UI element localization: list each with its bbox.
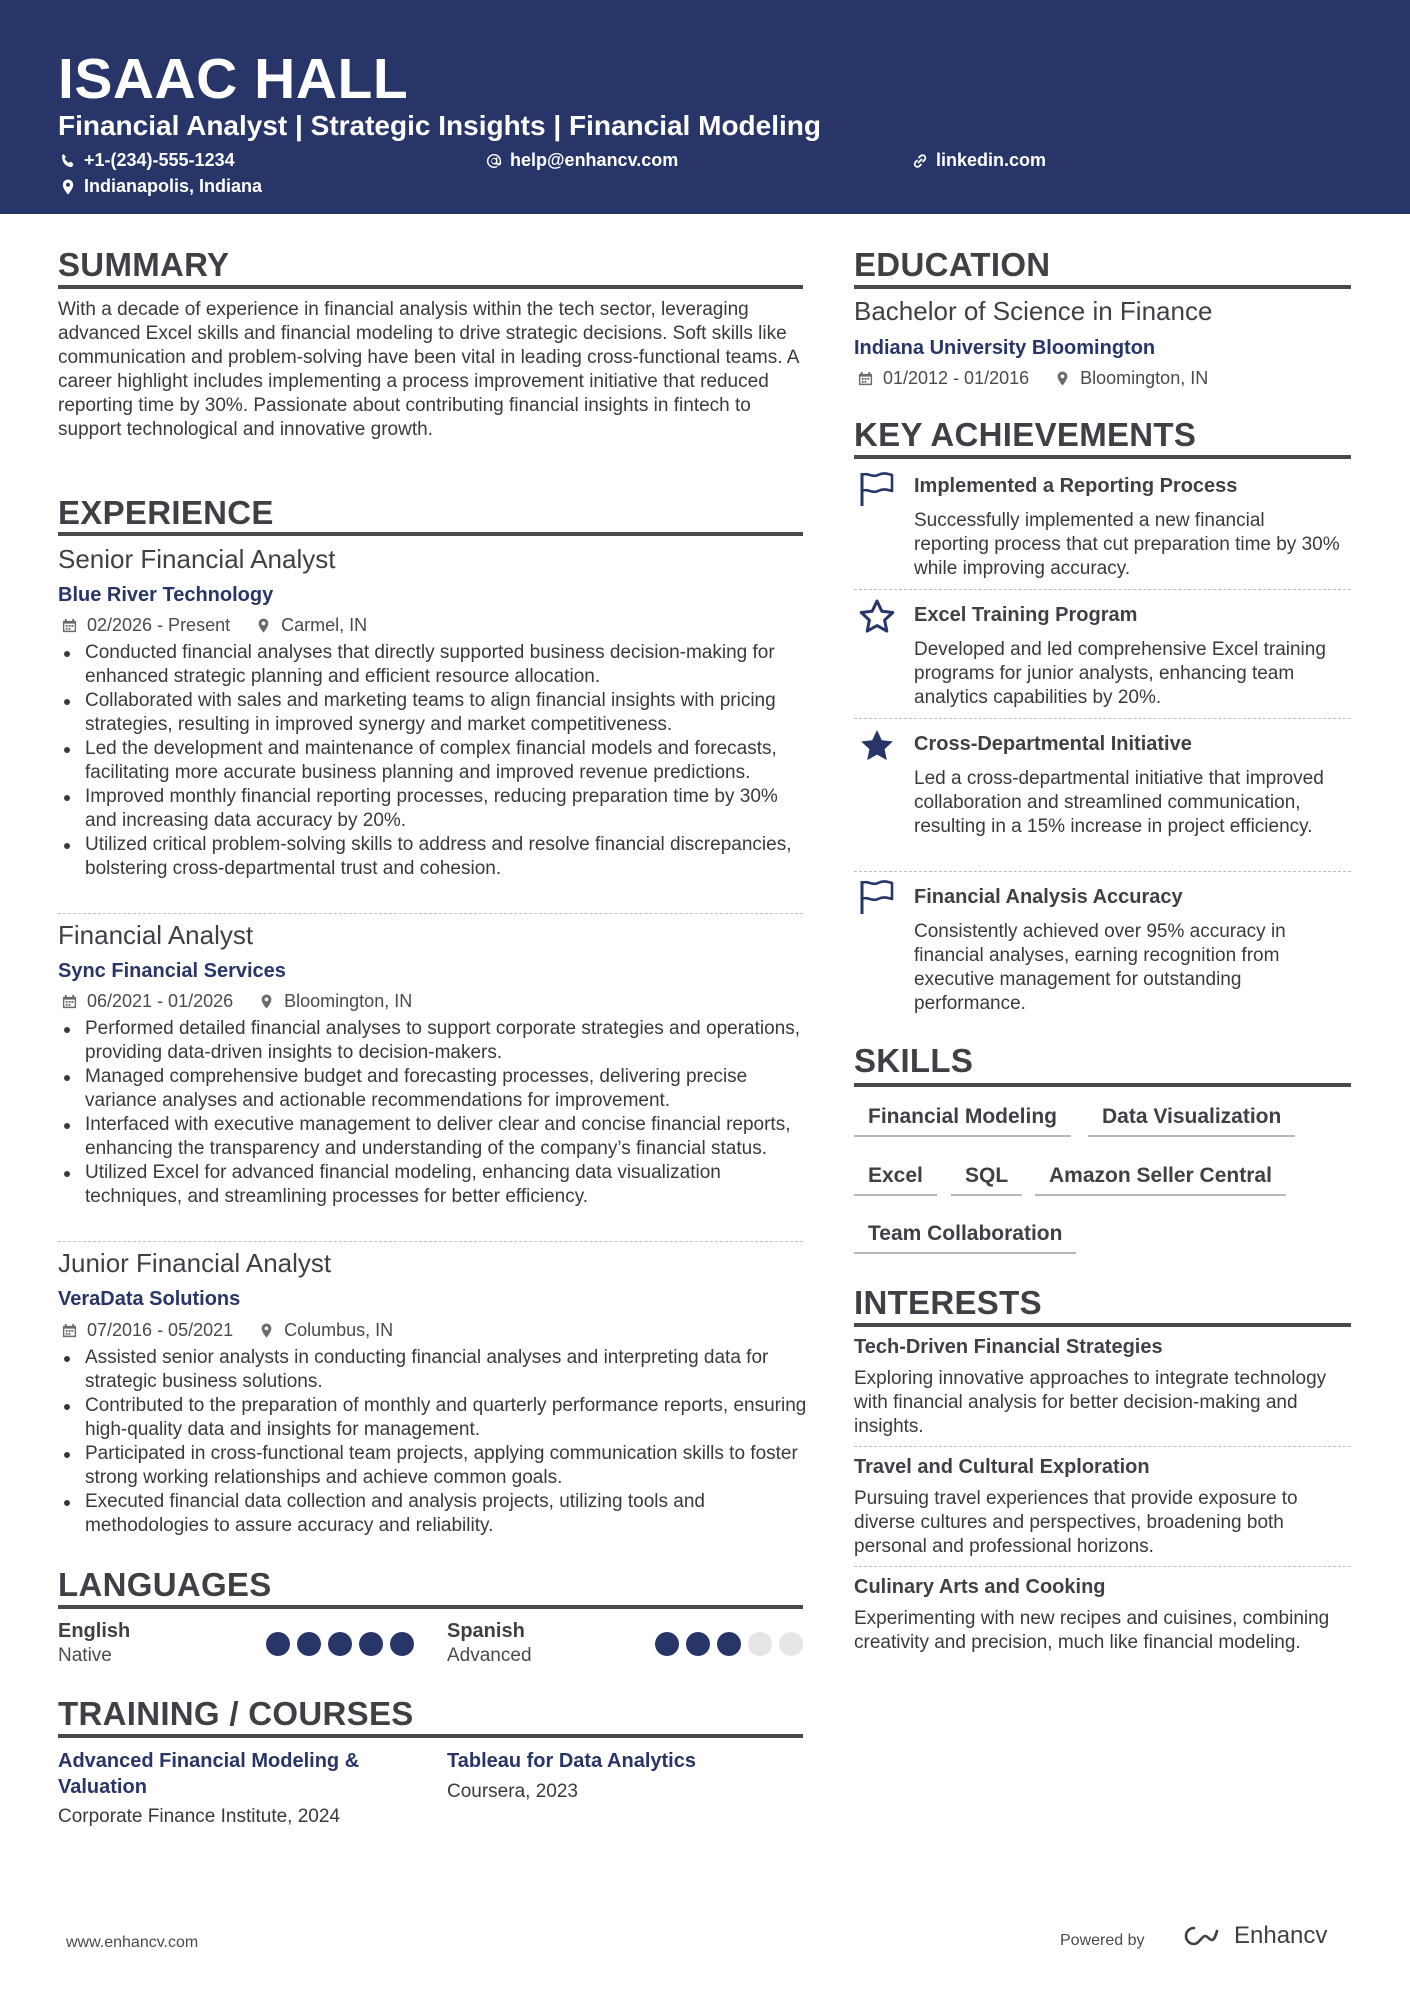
- divider: [58, 913, 803, 914]
- at-icon: [486, 153, 502, 169]
- rating-dot: [390, 1632, 414, 1656]
- education-meta: [858, 368, 1208, 389]
- rating-dot: [748, 1632, 772, 1656]
- enhancv-logo[interactable]: [1180, 1922, 1327, 1950]
- job-meta: [62, 1320, 393, 1341]
- location-text: Indianapolis, Indiana: [84, 176, 263, 196]
- summary-text: With a decade of experience in financial analysis within the tech sector, leveraging advanced Excel skills and financial modeling to drive strategic decisions. Soft skills like communication and problem-solving have been vital in leading cross-functional teams. A career highlight includes implementing a process improvement initiative that reduced reporting time by 30%. Passionate about contributing financial insights in fintech to support technological and innovative growth.: [58, 299, 799, 440]
- job-bullet: Interfaced with executive management to deliver clear and concise financial reports, enhancing the transparency and understanding of the company’s financial status.: [58, 1113, 810, 1161]
- location-pin-icon: [256, 618, 271, 633]
- job-location: Carmel, IN: [281, 615, 368, 635]
- enhancv-logo-text: Enhancv: [1234, 1922, 1328, 1949]
- rating-dot: [655, 1632, 679, 1656]
- job-dates: 02/2026 - Present: [87, 615, 231, 635]
- achievements-heading: KEY ACHIEVEMENTS: [854, 416, 1197, 453]
- school: Indiana University Bloomington: [854, 337, 1156, 359]
- education-rule: [854, 285, 1351, 289]
- achievement-title: Implemented a Reporting Process: [914, 475, 1238, 497]
- candidate-title: Financial Analyst | Strategic Insights | Financial Modeling: [58, 110, 821, 141]
- degree: Bachelor of Science in Finance: [854, 296, 1213, 326]
- divider: [854, 1566, 1351, 1567]
- flag-icon: [858, 878, 896, 916]
- skill-tag: Financial Modeling: [854, 1105, 1071, 1137]
- achievement-title: Cross-Departmental Initiative: [914, 733, 1192, 755]
- flag-icon: [858, 470, 896, 508]
- footer-powered-by: Powered by: [1060, 1932, 1145, 1949]
- location-pin-icon: [1055, 371, 1070, 386]
- email-text: help@enhancv.com: [510, 150, 679, 170]
- location-pin-icon: [259, 994, 274, 1009]
- job-bullet: Led the development and maintenance of complex financial models and forecasts, facilitating more accurate business planning and improved revenue predictions.: [58, 737, 810, 785]
- job-bullet: Assisted senior analysts in conducting financial analyses and interpreting data for strategic business solutions.: [58, 1346, 810, 1394]
- course-provider: Corporate Finance Institute, 2024: [58, 1806, 341, 1827]
- calendar-icon: [62, 618, 77, 633]
- language-name: English: [58, 1620, 131, 1642]
- achievement-text: Developed and led comprehensive Excel training programs for junior analysts, enhancing team analytics capabilities by 20%.: [914, 639, 1326, 708]
- job-meta: [62, 991, 412, 1012]
- job-bullet: Utilized critical problem-solving skills to address and resolve financial discrepancies, bolstering cross-departmental trust and cohesion.: [58, 833, 810, 881]
- course-title: Tableau for Data Analytics: [447, 1750, 696, 1772]
- calendar-icon: [62, 994, 77, 1009]
- resume-header: [0, 0, 1410, 214]
- job-bullet: Contributed to the preparation of monthly and quarterly performance reports, ensuring high-quality data and insights for management.: [58, 1394, 810, 1442]
- course-title: Advanced Financial Modeling & Valuation: [58, 1750, 360, 1798]
- job-bullet: Performed detailed financial analyses to support corporate strategies and operations, providing data-driven insights to decision-makers.: [58, 1017, 810, 1065]
- language-level: Advanced: [447, 1645, 532, 1666]
- training-heading: TRAINING / COURSES: [58, 1695, 414, 1732]
- contact-phone[interactable]: [60, 150, 235, 171]
- job-role: Junior Financial Analyst: [58, 1248, 332, 1278]
- interests-rule: [854, 1323, 1351, 1327]
- job-company: Blue River Technology: [58, 584, 274, 606]
- job-bullet: Improved monthly financial reporting processes, reducing preparation time by 30% and increasing data accuracy by 20%.: [58, 785, 810, 833]
- location-pin-icon: [259, 1323, 274, 1338]
- language-rating: [266, 1632, 414, 1656]
- job-meta: [62, 615, 367, 636]
- achievements-rule: [854, 455, 1351, 459]
- contact-email[interactable]: [486, 150, 678, 171]
- job-bullets: [58, 1017, 810, 1209]
- job-dates: 06/2021 - 01/2026: [87, 991, 234, 1011]
- star-outline-icon: [858, 598, 896, 636]
- summary-heading: SUMMARY: [58, 246, 230, 283]
- achievement-text: Led a cross-departmental initiative that improved collaboration and streamlined communication, resulting in a 15% increase in project efficiency.: [914, 768, 1324, 837]
- job-role: Financial Analyst: [58, 920, 254, 950]
- languages-heading: LANGUAGES: [58, 1566, 272, 1603]
- achievement-text: Successfully implemented a new financial reporting process that cut preparation time by 30% while improving accuracy.: [914, 510, 1340, 579]
- job-bullet: Participated in cross-functional team projects, applying communication skills to foster strong working relationships and achieve common goals.: [58, 1442, 810, 1490]
- job-dates: 07/2016 - 05/2021: [87, 1320, 234, 1340]
- interest-title: Tech-Driven Financial Strategies: [854, 1336, 1163, 1358]
- divider: [58, 1241, 803, 1242]
- phone-icon: [60, 153, 76, 169]
- job-bullet: Collaborated with sales and marketing teams to align financial insights with pricing strategies, resulting in improved synergy and market competitiveness.: [58, 689, 810, 737]
- rating-dot: [359, 1632, 383, 1656]
- achievement-text: Consistently achieved over 95% accuracy in financial analyses, earning recognition from executive management for outstanding performance.: [914, 921, 1286, 1014]
- interest-text: Pursuing travel experiences that provide exposure to diverse cultures and perspectives, broadening both personal and professional horizons.: [854, 1488, 1298, 1557]
- divider: [854, 871, 1351, 872]
- skill-tag: Excel: [854, 1164, 937, 1196]
- calendar-icon: [858, 371, 873, 386]
- interest-title: Culinary Arts and Cooking: [854, 1576, 1106, 1598]
- achievement-title: Financial Analysis Accuracy: [914, 886, 1183, 908]
- job-role: Senior Financial Analyst: [58, 544, 336, 574]
- languages-rule: [58, 1605, 803, 1609]
- enhancv-logo-icon: [1180, 1924, 1226, 1948]
- rating-dot: [266, 1632, 290, 1656]
- job-location: Bloomington, IN: [284, 991, 413, 1011]
- education-dates: 01/2012 - 01/2016: [883, 368, 1030, 388]
- interests-heading: INTERESTS: [854, 1284, 1042, 1321]
- skill-tag: Team Collaboration: [854, 1222, 1076, 1254]
- link-icon: [912, 153, 928, 169]
- contact-linkedin[interactable]: [912, 150, 1046, 171]
- job-bullets: [58, 641, 810, 881]
- experience-rule: [58, 532, 803, 536]
- skill-tag: Data Visualization: [1088, 1105, 1295, 1137]
- skill-tag: SQL: [951, 1164, 1022, 1196]
- job-bullet: Utilized Excel for advanced financial modeling, enhancing data visualization techniques, and streamlining processes for better efficiency.: [58, 1161, 810, 1209]
- rating-dot: [717, 1632, 741, 1656]
- job-company: Sync Financial Services: [58, 960, 286, 982]
- footer-website[interactable]: www.enhancv.com: [66, 1934, 199, 1951]
- achievement-title: Excel Training Program: [914, 604, 1138, 626]
- experience-heading: EXPERIENCE: [58, 494, 274, 531]
- job-location: Columbus, IN: [284, 1320, 394, 1340]
- skill-tag: Amazon Seller Central: [1035, 1164, 1286, 1196]
- star-filled-icon: [858, 727, 896, 765]
- contact-location: [60, 176, 262, 197]
- rating-dot: [686, 1632, 710, 1656]
- course-provider: Coursera, 2023: [447, 1781, 578, 1802]
- rating-dot: [779, 1632, 803, 1656]
- divider: [854, 589, 1351, 590]
- location-pin-icon: [60, 179, 76, 195]
- phone-text: +1-(234)-555-1234: [84, 150, 235, 170]
- calendar-icon: [62, 1323, 77, 1338]
- divider: [854, 718, 1351, 719]
- summary-rule: [58, 285, 803, 289]
- language-level: Native: [58, 1645, 112, 1666]
- education-location: Bloomington, IN: [1080, 368, 1209, 388]
- job-company: VeraData Solutions: [58, 1288, 241, 1310]
- divider: [854, 1446, 1351, 1447]
- rating-dot: [328, 1632, 352, 1656]
- job-bullet: Managed comprehensive budget and forecasting processes, delivering precise variance analyses and actionable recommendations for improvement.: [58, 1065, 810, 1113]
- skills-heading: SKILLS: [854, 1042, 974, 1079]
- job-bullet: Executed financial data collection and analysis projects, utilizing tools and methodologies to assure accuracy and reliability.: [58, 1490, 810, 1538]
- training-rule: [58, 1734, 803, 1738]
- language-rating: [655, 1632, 803, 1656]
- interest-title: Travel and Cultural Exploration: [854, 1456, 1150, 1478]
- candidate-name: ISAAC HALL: [58, 47, 409, 111]
- job-bullets: [58, 1346, 810, 1538]
- linkedin-text: linkedin.com: [936, 150, 1047, 170]
- interest-text: Experimenting with new recipes and cuisines, combining creativity and precision, much like financial modeling.: [854, 1608, 1330, 1653]
- skills-rule: [854, 1083, 1351, 1087]
- rating-dot: [297, 1632, 321, 1656]
- language-name: Spanish: [447, 1620, 525, 1642]
- education-heading: EDUCATION: [854, 246, 1051, 283]
- interest-text: Exploring innovative approaches to integrate technology with financial analysis for better decision-making and insights.: [854, 1368, 1327, 1437]
- job-bullet: Conducted financial analyses that directly supported business decision-making for enhanced strategic planning and efficient resource allocation.: [58, 641, 810, 689]
